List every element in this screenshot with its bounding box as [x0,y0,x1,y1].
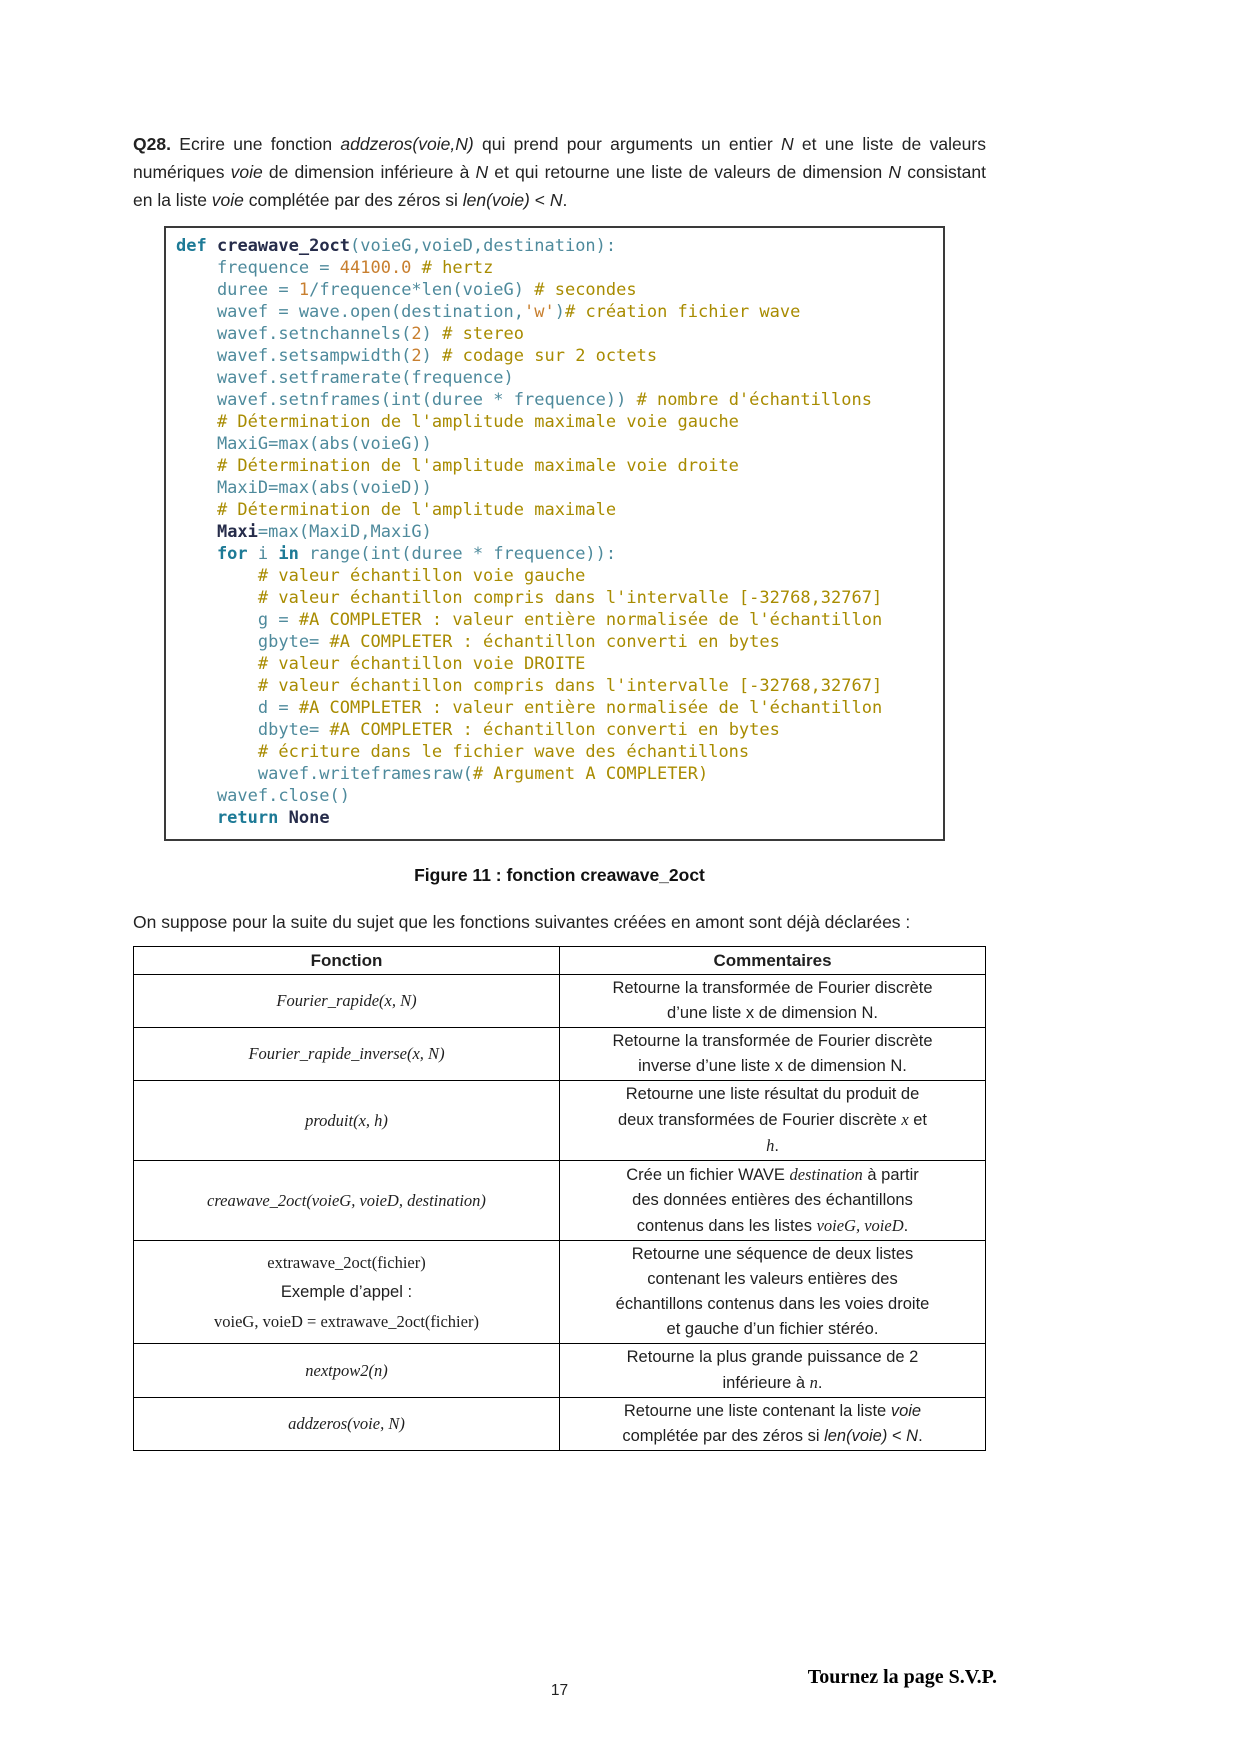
table-row [134,1161,986,1241]
code-line: # valeur échantillon voie DROITE [176,654,586,674]
code-line: Maxi=max(MaxiD,MaxiG) [216,522,432,542]
table-header-row [134,947,986,975]
intro-paragraph: On suppose pour la suite du sujet que les fonctions suivantes créées en amont sont déjà déclarées : [133,912,911,932]
code-line: # valeur échantillon compris dans l'intervalle [-32768,32767] [176,588,883,608]
code-line: wavef.setnchannels(2) # stereo [176,324,525,344]
fonction-cell: extrawave_2oct(fichier) Exemple d’appel : voieG, voieD = extrawave_2oct(fichier) [134,1241,560,1344]
code-line: def creawave_2oct(voieG,voieD,destination): [176,236,617,256]
fonction-cell: Fourier_rapide(x, N) [134,975,560,1028]
code-line: wavef = wave.open(destination,'w')# création fichier wave [176,302,801,322]
functions-table [133,946,986,1451]
code-line: d = #A COMPLETER : valeur entière normalisée de l'échantillon [176,698,883,718]
turn-page-note: Tournez la page S.V.P. [807,1666,997,1688]
code-line: MaxiD=max(abs(voieD)) [176,478,432,498]
col-header-fonction: Fonction [134,947,560,975]
fonction-cell: Fourier_rapide_inverse(x, N) [134,1028,560,1081]
commentaires-cell: Retourne la plus grande puissance de 2 inférieure à n. [560,1344,986,1398]
code-line: for i in range(int(duree * frequence)): [176,544,617,564]
fonction-cell: produit(x, h) [134,1081,560,1161]
code-line: # écriture dans le fichier wave des échantillons [176,742,750,762]
code-line: # Détermination de l'amplitude maximale voie gauche [176,412,739,432]
commentaires-cell: Retourne la transformée de Fourier discrète d’une liste x de dimension N. [560,975,986,1028]
commentaires-cell: Crée un fichier WAVE destination à partir des données entières des échantillons contenus dans les listes voieG, voieD. [560,1161,986,1241]
code-line: # valeur échantillon compris dans l'intervalle [-32768,32767] [176,676,883,696]
code-line: wavef.writeframesraw(# Argument A COMPLETER) [176,764,709,784]
code-line: wavef.setframerate(frequence) [176,368,514,388]
code-line: g = #A COMPLETER : valeur entière normalisée de l'échantillon [176,610,883,630]
page-content [133,130,986,1451]
fonction-cell: addzeros(voie, N) [134,1398,560,1451]
page-number: 17 [550,1682,569,1699]
col-header-commentaires: Commentaires [560,947,986,975]
table-row [134,975,986,1028]
code-line: duree = 1/frequence*len(voieG) # secondes [176,280,637,300]
code-line: # Détermination de l'amplitude maximale voie droite [176,456,739,476]
commentaires-cell: Retourne une liste résultat du produit de deux transformées de Fourier discrète x et h. [560,1081,986,1161]
fonction-cell: nextpow2(n) [134,1344,560,1398]
commentaires-cell: Retourne la transformée de Fourier discrète inverse d’une liste x de dimension N. [560,1028,986,1081]
q28-paragraph: Q28. Ecrire une fonction addzeros(voie,N) qui prend pour arguments un entier N et une liste de valeurs numériques voie de dimension inférieure à N et qui retourne une liste de valeurs de dimension N consistant en la liste voie complétée par des zéros si len(voie) < N. [133,134,986,210]
code-line: gbyte= #A COMPLETER : échantillon converti en bytes [176,632,780,652]
code-line: wavef.close() [176,786,350,806]
code-line: frequence = 44100.0 # hertz [176,258,494,278]
code-line: wavef.setsampwidth(2) # codage sur 2 octets [176,346,658,366]
table-row [134,1344,986,1398]
figure-caption: Figure 11 : fonction creawave_2oct [414,865,705,885]
functions-table-body [134,975,986,1451]
fonction-cell: creawave_2oct(voieG, voieD, destination) [134,1161,560,1241]
table-row [134,1398,986,1451]
code-figure-box [164,226,945,841]
table-row [134,1241,986,1344]
code-line: # valeur échantillon voie gauche [176,566,586,586]
table-row [134,1081,986,1161]
code-block [176,235,935,829]
code-line: wavef.setnframes(int(duree * frequence)) # nombre d'échantillons [176,390,872,410]
code-line: MaxiG=max(abs(voieG)) [176,434,432,454]
table-row [134,1028,986,1081]
commentaires-cell: Retourne une séquence de deux listes contenant les valeurs entières des échantillons contenus dans les voies droite et gauche d’un fichier stéréo. [560,1241,986,1344]
code-line: dbyte= #A COMPLETER : échantillon converti en bytes [176,720,780,740]
code-line: # Détermination de l'amplitude maximale [176,500,617,520]
code-line: return None [176,808,330,828]
commentaires-cell: Retourne une liste contenant la liste voie complétée par des zéros si len(voie) < N. [560,1398,986,1451]
